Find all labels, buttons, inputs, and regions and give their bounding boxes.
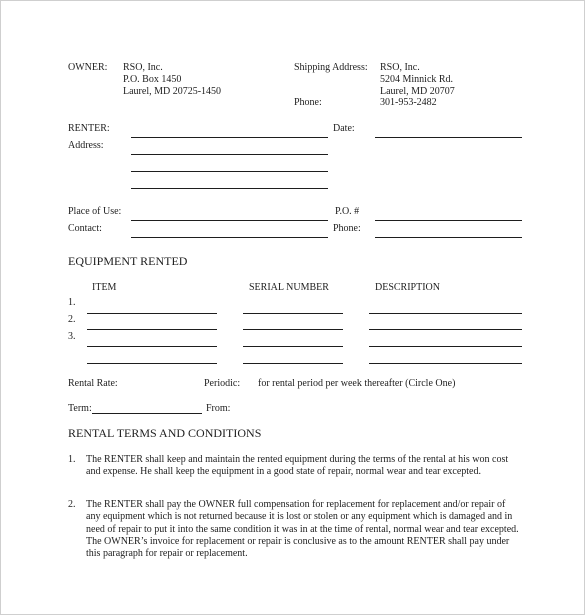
- column-header-description: DESCRIPTION: [375, 282, 441, 293]
- place-of-use-label: Place of Use:: [68, 206, 122, 217]
- row-number: 3.: [68, 331, 76, 342]
- item-field-row-3[interactable]: [87, 346, 217, 347]
- periodic-text: for rental period per week thereafter (Circle One): [258, 378, 456, 389]
- item-field-row-1[interactable]: [87, 313, 217, 314]
- item-field-row-2[interactable]: [87, 329, 217, 330]
- term-field[interactable]: [92, 413, 202, 414]
- term-item-number: 2.: [68, 499, 76, 510]
- address-field-line-1[interactable]: [131, 154, 328, 155]
- row-number: 2.: [68, 314, 76, 325]
- date-field[interactable]: [375, 137, 522, 138]
- renter-label: RENTER:: [68, 123, 110, 134]
- shipping-address-line-1: 5204 Minnick Rd.: [380, 74, 454, 85]
- shipping-phone-label: Phone:: [294, 97, 322, 108]
- address-field-line-3[interactable]: [131, 188, 328, 189]
- shipping-address-line-2: Laurel, MD 20707: [380, 86, 455, 97]
- description-field-row-3[interactable]: [369, 346, 522, 347]
- owner-name: RSO, Inc.: [123, 62, 163, 73]
- po-number-field[interactable]: [375, 220, 522, 221]
- equipment-heading: EQUIPMENT RENTED: [68, 254, 188, 268]
- contact-label: Contact:: [68, 223, 102, 234]
- from-label: From:: [206, 403, 231, 414]
- term-item-number: 1.: [68, 454, 76, 465]
- terms-heading: RENTAL TERMS AND CONDITIONS: [68, 426, 262, 440]
- row-number: 1.: [68, 297, 76, 308]
- place-of-use-field[interactable]: [131, 220, 328, 221]
- renter-phone-field[interactable]: [375, 237, 522, 238]
- serial-field-row-2[interactable]: [243, 329, 343, 330]
- item-field-row-4[interactable]: [87, 363, 217, 364]
- periodic-label: Periodic:: [204, 378, 241, 389]
- column-header-item: ITEM: [92, 282, 117, 293]
- description-field-row-2[interactable]: [369, 329, 522, 330]
- owner-label: OWNER:: [68, 62, 108, 73]
- term-item-text: The RENTER shall pay the OWNER full compensation for replacement for replacement and/or repair of any equipment which is not returned because it is lost or stolen or any equipment which is damaged and in need of repair to put it into the same condition it was in at the time of rental, normal wear and tear excepted. The OWNER’s invoice for replacement or repair is conclusive as to the amount RENTER shall pay under this paragraph for repair or replacement.: [86, 499, 519, 560]
- term-label: Term:: [68, 403, 92, 414]
- column-header-serial-number: SERIAL NUMBER: [249, 282, 329, 293]
- owner-address-line-1: P.O. Box 1450: [123, 74, 182, 85]
- shipping-phone: 301-953-2482: [380, 97, 437, 108]
- renter-phone-label: Phone:: [333, 223, 361, 234]
- term-item-text: The RENTER shall keep and maintain the rented equipment during the terms of the rental at his won cost and expense. He shall keep the equipment in a good state of repair, normal wear and tear excepted.: [86, 454, 509, 478]
- serial-field-row-4[interactable]: [243, 363, 343, 364]
- serial-field-row-3[interactable]: [243, 346, 343, 347]
- shipping-name: RSO, Inc.: [380, 62, 420, 73]
- rental-rate-label: Rental Rate:: [68, 378, 118, 389]
- address-label: Address:: [68, 140, 104, 151]
- po-number-label: P.O. #: [335, 206, 360, 217]
- serial-field-row-1[interactable]: [243, 313, 343, 314]
- description-field-row-4[interactable]: [369, 363, 522, 364]
- owner-address-line-2: Laurel, MD 20725-1450: [123, 86, 222, 97]
- address-field-line-2[interactable]: [131, 171, 328, 172]
- contact-field[interactable]: [131, 237, 328, 238]
- description-field-row-1[interactable]: [369, 313, 522, 314]
- renter-field[interactable]: [131, 137, 328, 138]
- shipping-address-label: Shipping Address:: [294, 62, 368, 73]
- date-label: Date:: [333, 123, 355, 134]
